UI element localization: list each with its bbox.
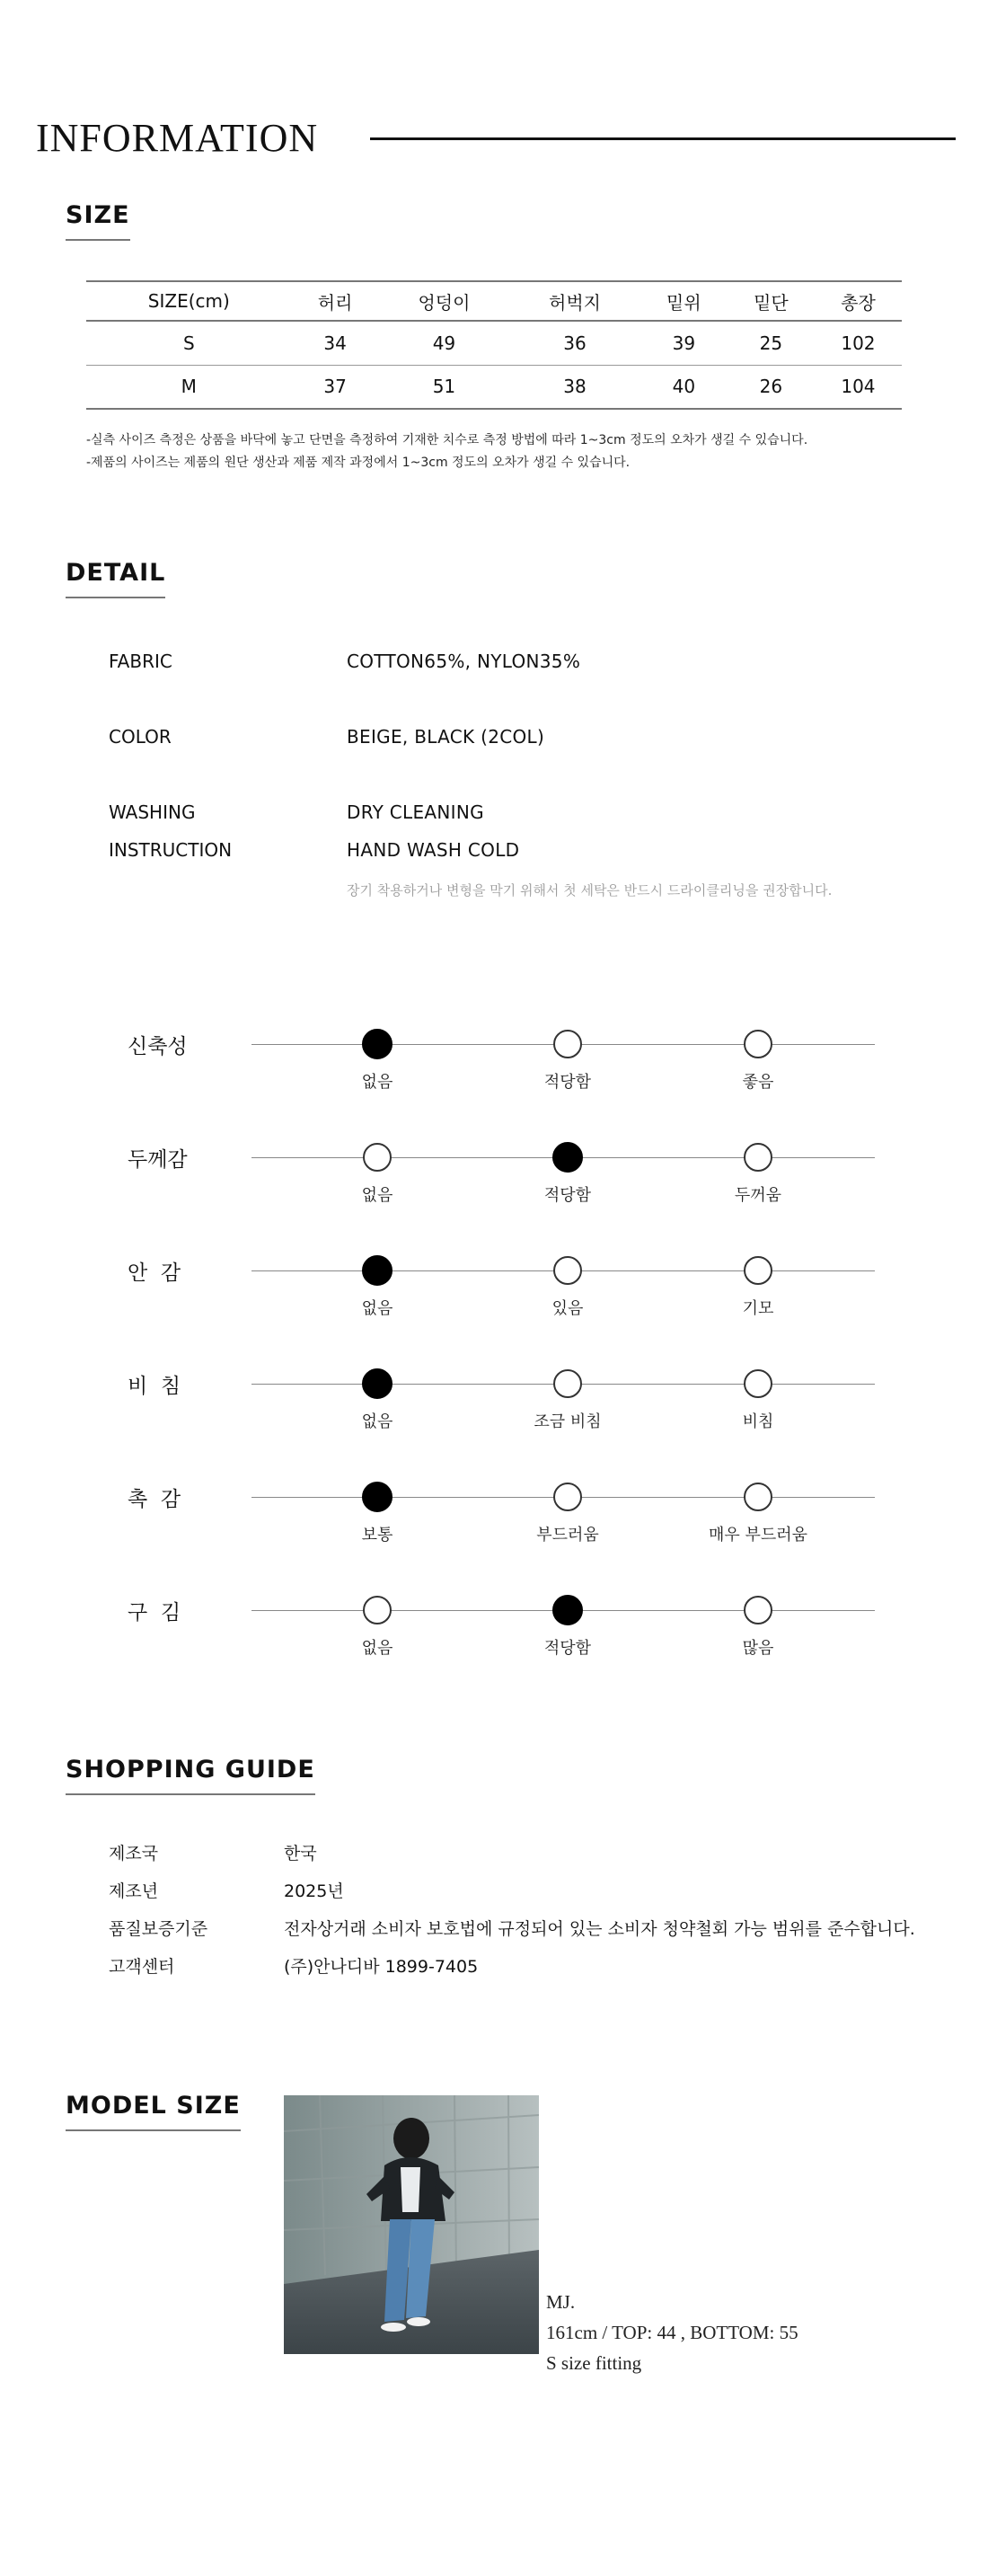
rating-label: 두께감 [128, 1148, 188, 1172]
color-value: BEIGE, BLACK (2COL) [347, 726, 545, 748]
origin-value: 한국 [284, 1844, 317, 1863]
rating-dot [744, 1256, 772, 1285]
rating-row [0, 1601, 988, 1709]
rating-option-label: 적당함 [543, 1073, 592, 1092]
rating-label: 촉 감 [128, 1488, 181, 1511]
size-note: -실측 사이즈 측정은 상품을 바닥에 놓고 단면을 측정하여 기재한 치수로 측정 방법에 따라 1~3cm 정도의 오차가 생길 수 있습니다. [86, 433, 808, 447]
size-table-header [86, 281, 902, 321]
rating-option-label: 없음 [361, 1639, 393, 1658]
rating-option-label: 비침 [742, 1412, 774, 1431]
table-cell: 49 [432, 332, 456, 354]
rating-row [0, 1375, 988, 1483]
rating-dot-selected [362, 1255, 393, 1286]
rating-dot [363, 1143, 392, 1172]
model-fitting: S size fitting [546, 2352, 642, 2374]
rating-dot [553, 1483, 582, 1511]
detail-heading: DETAIL [66, 557, 165, 598]
column-header: 허리 [317, 291, 353, 314]
table-cell: 37 [323, 376, 347, 398]
column-header: 엉덩이 [418, 291, 471, 314]
rating-option-label: 좋음 [742, 1073, 774, 1092]
instruction-label: INSTRUCTION [109, 839, 233, 861]
year-value: 2025년 [284, 1881, 344, 1901]
column-header: 총장 [841, 291, 876, 314]
rating-option-label: 부드러움 [536, 1526, 599, 1545]
rating-row [0, 1148, 988, 1256]
rating-dot [744, 1596, 772, 1624]
rating-option-label: 조금 비침 [534, 1412, 602, 1431]
table-cell: 25 [759, 332, 783, 354]
rating-option-label: 보통 [361, 1526, 393, 1545]
page-title: INFORMATION [36, 116, 319, 160]
table-row [86, 321, 902, 365]
rating-dot [744, 1143, 772, 1172]
rating-option-label: 없음 [361, 1299, 393, 1318]
customer-center-label: 고객센터 [109, 1957, 175, 1977]
model-size-heading: MODEL SIZE [66, 2090, 241, 2131]
rating-row [0, 1488, 988, 1596]
rating-option-label: 기모 [742, 1299, 774, 1318]
size-table [86, 280, 902, 410]
table-cell: 38 [563, 376, 587, 398]
warranty-label: 품질보증기준 [109, 1919, 208, 1939]
table-cell: S [182, 332, 195, 354]
shopping-guide-heading: SHOPPING GUIDE [66, 1754, 315, 1795]
year-label: 제조년 [109, 1881, 159, 1901]
column-header: 밑단 [754, 291, 789, 314]
washing-value: DRY CLEANING [347, 801, 484, 823]
model-name: MJ. [546, 2291, 576, 2313]
rating-dot [744, 1483, 772, 1511]
customer-center-value: (주)안나디바 1899-7405 [284, 1957, 479, 1977]
rating-dot [553, 1369, 582, 1398]
rating-dot [744, 1369, 772, 1398]
rating-option-label: 매우 부드러움 [708, 1526, 808, 1545]
rating-option-label: 적당함 [543, 1639, 592, 1658]
rating-option-label: 많음 [742, 1639, 774, 1658]
table-cell: 104 [841, 376, 876, 398]
rating-label: 신축성 [128, 1035, 188, 1058]
rating-option-label: 있음 [551, 1299, 584, 1318]
rating-dot-selected [552, 1595, 583, 1625]
table-cell: 40 [672, 376, 696, 398]
rating-dot [553, 1030, 582, 1058]
color-label: COLOR [109, 726, 172, 748]
rating-dot-selected [552, 1142, 583, 1173]
rating-dot [553, 1256, 582, 1285]
column-header: 밑위 [666, 291, 701, 314]
warranty-value: 전자상거래 소비자 보호법에 규정되어 있는 소비자 청약철회 가능 범위를 준수합니다. [284, 1919, 915, 1939]
rating-dot-selected [362, 1368, 393, 1399]
care-note: 장기 착용하거나 변형을 막기 위해서 첫 세탁은 반드시 드라이클리닝을 권장합니다. [347, 882, 833, 899]
rating-label: 안 감 [128, 1261, 181, 1285]
rating-row [0, 1035, 988, 1143]
rating-label: 구 김 [128, 1601, 181, 1624]
table-cell: 36 [563, 332, 587, 354]
rating-option-label: 없음 [361, 1073, 393, 1092]
table-cell: 102 [841, 332, 876, 354]
table-cell: 51 [432, 376, 456, 398]
fabric-label: FABRIC [109, 651, 172, 672]
rating-option-label: 없음 [361, 1186, 393, 1205]
instruction-value: HAND WASH COLD [347, 839, 520, 861]
washing-label: WASHING [109, 801, 196, 823]
table-row [86, 365, 902, 409]
column-header: SIZE(cm) [147, 290, 230, 312]
rating-label: 비 침 [128, 1375, 181, 1398]
title-divider [370, 137, 956, 140]
rating-option-label: 두꺼움 [734, 1186, 782, 1205]
rating-dot [363, 1596, 392, 1624]
model-photo [284, 2095, 539, 2354]
model-measurements: 161cm / TOP: 44 , BOTTOM: 55 [546, 2322, 798, 2343]
rating-dot [744, 1030, 772, 1058]
table-cell: M [181, 376, 197, 398]
table-cell: 39 [672, 332, 696, 354]
rating-dot-selected [362, 1482, 393, 1512]
rating-dot-selected [362, 1029, 393, 1059]
fabric-value: COTTON65%, NYLON35% [347, 651, 581, 672]
rating-option-label: 없음 [361, 1412, 393, 1431]
column-header: 허벅지 [549, 291, 602, 314]
rating-row [0, 1261, 988, 1369]
table-cell: 26 [759, 376, 783, 398]
size-heading: SIZE [66, 199, 130, 241]
origin-label: 제조국 [109, 1844, 159, 1863]
table-cell: 34 [323, 332, 347, 354]
size-note: -제품의 사이즈는 제품의 원단 생산과 제품 제작 과정에서 1~3cm 정도의 오차가 생길 수 있습니다. [86, 456, 631, 470]
rating-option-label: 적당함 [543, 1186, 592, 1205]
